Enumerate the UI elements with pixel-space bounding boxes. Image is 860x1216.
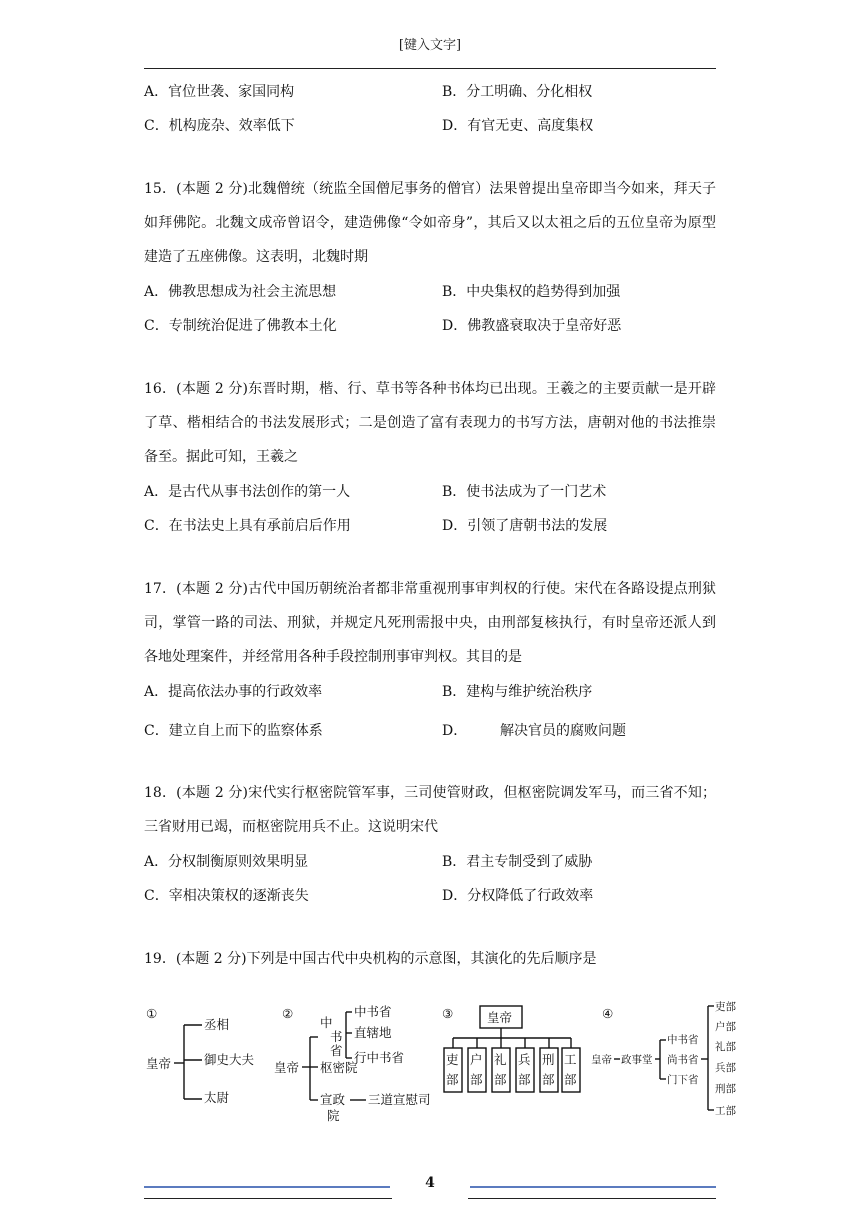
q14-options-row-1 [144,74,716,108]
q15-option-d: D．佛教盛衰取决于皇帝好恶 [442,318,622,334]
d2-zsx-3: 省 [330,1043,343,1058]
d3-number: ③ [442,1006,454,1021]
q17-option-d [442,720,716,740]
q16-options-row-1 [144,474,716,508]
footer-rule-right-bottom [468,1198,716,1199]
footer-rule-left [144,1186,390,1188]
d3-item-1a: 吏 [446,1052,459,1067]
d4-root: 皇帝 [591,1054,612,1066]
d4-zst: 政事堂 [621,1054,653,1066]
d4-sheng-1: 中书省 [667,1034,699,1046]
q14-option-d: D．有官无吏、高度集权 [442,118,594,134]
question-15-text: 15．(本题 2 分)北魏僧统（统监全国僧尼事务的僧官）法果曾提出皇帝即当今如来，拜天子如拜佛陀。北魏文成帝曾诏令，建造佛像“令如帝身”，其后又以太祖之后的五位皇帝为原型建造了五座佛像。这表明，北魏时期 [144,181,716,265]
q17-option-d-text: 解决官员的腐败问题 [500,723,626,739]
d4-bu-4: 兵部 [715,1062,736,1074]
d1-item-1: 丞相 [204,1017,230,1032]
q18-option-c: C．宰相决策权的逐渐丧失 [144,888,309,904]
question-19 [144,942,716,976]
q16-option-a: A．是古代从事书法创作的第一人 [144,484,351,500]
q16-option-d: D．引领了唐朝书法的发展 [442,518,608,534]
d2-xzy-2: 院 [327,1108,340,1123]
page-body [144,74,716,976]
footer-rule-left-bottom [144,1198,392,1199]
q18-option-b: B．君主专制受到了威胁 [442,854,593,870]
d3-item-5a: 刑 [542,1052,555,1067]
d4-bu-6: 工部 [715,1105,736,1117]
d2-number: ② [282,1006,294,1021]
d1-number: ① [146,1006,158,1021]
institutions-diagram [144,996,748,1128]
q15-options-row-1 [144,274,716,308]
header-rule [144,68,716,69]
d4-bu-1: 吏部 [715,1001,736,1013]
q18-option-d: D．分权降低了行政效率 [442,888,594,904]
q17-option-d-letter: D． [442,723,468,739]
question-16 [144,372,716,542]
q14-options-row-2 [144,108,716,142]
d4-sheng-2: 尚书省 [667,1054,699,1066]
q16-options-row-2 [144,508,716,542]
q16-option-c: C．在书法史上具有承前启后作用 [144,518,351,534]
d2-zsx-item-3: 行中书省 [354,1050,405,1065]
q17-options-row-1 [144,674,716,708]
footer-rule-right [470,1186,716,1188]
d3-item-3b: 部 [494,1072,507,1087]
d2-zsx-item-1: 中书省 [354,1004,392,1019]
d1-item-2: 御史大夫 [204,1052,255,1067]
d2-zsx-item-2: 直辖地 [354,1025,392,1040]
q15-options-row-2 [144,308,716,342]
d3-item-6a: 工 [564,1052,577,1067]
d3-item-5b: 部 [542,1072,555,1087]
q15-option-c: C．专制统治促进了佛教本土化 [144,318,337,334]
q17-option-a: A．提高依法办事的行政效率 [144,684,323,700]
d2-zsx-1: 中 [320,1015,333,1030]
q18-options-row-2 [144,878,716,912]
d3-item-4a: 兵 [518,1052,531,1067]
d2-smy: 枢密院 [320,1060,358,1075]
d3-item-6b: 部 [564,1072,577,1087]
q14-option-a: A．官位世袭、家国同构 [144,84,295,100]
page-header: [键入文字] [398,38,462,53]
question-16-text: 16．(本题 2 分)东晋时期，楷、行、草书等各种书体均已出现。王羲之的主要贡献一是开辟了草、楷相结合的书法发展形式；二是创造了富有表现力的书写方法，唐朝对他的书法推崇备至。据此可知，王羲之 [144,381,716,465]
d3-item-2b: 部 [470,1072,483,1087]
d3-item-2a: 户 [470,1052,483,1067]
d2-xzy-item: 三道宣慰司 [368,1092,431,1107]
q17-option-c: C．建立自上而下的监察体系 [144,723,323,739]
d4-bu-5: 刑部 [715,1083,736,1095]
d2-xzy-1: 宣政 [320,1092,346,1107]
d2-zsx-2: 书 [330,1029,343,1044]
question-17-text: 17．(本题 2 分)古代中国历朝统治者都非常重视刑事审判权的行使。宋代在各路设提点刑狱司，掌管一路的司法、刑狱，并规定凡死刑需报中央，由刑部复核执行，有时皇帝还派人到各地处理案件，并经常用各种手段控制刑事审判权。其目的是 [144,581,716,665]
institutions-diagram-svg [144,996,748,1128]
question-17 [144,572,716,752]
d3-item-3a: 礼 [494,1052,507,1067]
question-15 [144,172,716,342]
d2-root: 皇帝 [274,1060,300,1075]
d1-root: 皇帝 [146,1056,172,1071]
d4-bu-2: 户部 [715,1021,736,1033]
q18-options-row-1 [144,844,716,878]
d4-bu-3: 礼部 [715,1041,736,1053]
q17-options-row-2 [144,708,716,752]
d3-item-1b: 部 [446,1072,459,1087]
q18-option-a: A．分权制衡原则效果明显 [144,854,309,870]
q16-option-b: B．使书法成为了一门艺术 [442,484,607,500]
question-18-text: 18．(本题 2 分)宋代实行枢密院管军事，三司使管财政，但枢密院调发军马，而三省不知；三省财用已竭，而枢密院用兵不止。这说明宋代 [144,785,716,835]
q14-option-b: B．分工明确、分化相权 [442,84,593,100]
d3-boxes [444,1038,580,1092]
q15-option-b: B．中央集权的趋势得到加强 [442,284,621,300]
q14-option-c: C．机构庞杂、效率低下 [144,118,295,134]
page-number: 4 [425,1175,435,1191]
question-18 [144,776,716,912]
d3-root: 皇帝 [487,1010,513,1025]
d3-item-4b: 部 [518,1072,531,1087]
q17-option-b: B．建构与维护统治秩序 [442,684,593,700]
d4-number: ④ [602,1006,614,1021]
d4-sheng-3: 门下省 [667,1074,699,1086]
q15-option-a: A．佛教思想成为社会主流思想 [144,284,337,300]
d1-item-3: 太尉 [204,1090,230,1105]
question-19-text: 19．(本题 2 分)下列是中国古代中央机构的示意图，其演化的先后顺序是 [144,951,597,967]
